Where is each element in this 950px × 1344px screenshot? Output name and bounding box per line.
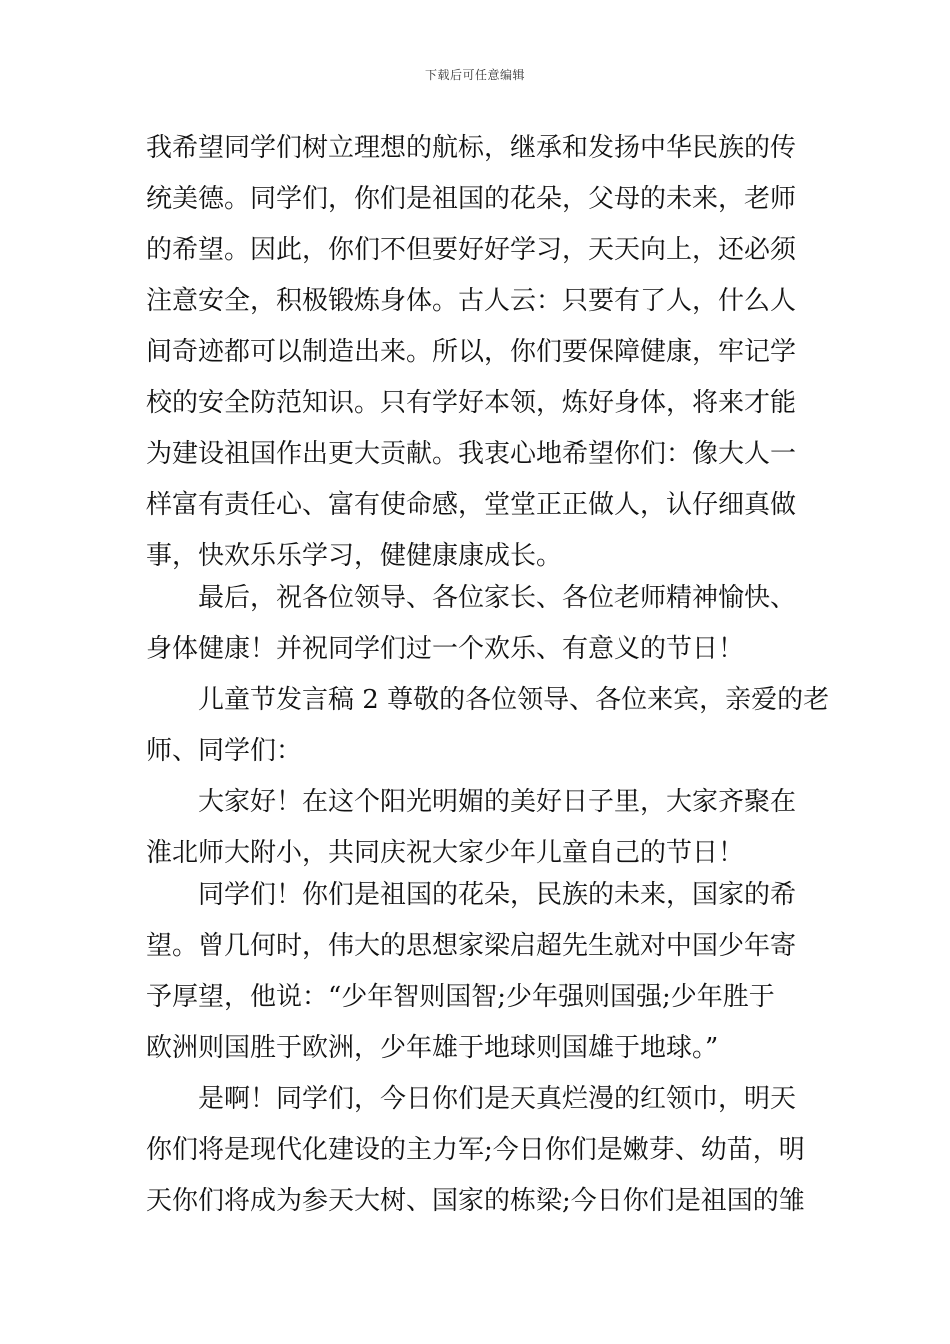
text-line: 欧洲则国胜于欧洲，少年雄于地球则国雄于地球。” xyxy=(146,1033,719,1063)
text-line: 事，快欢乐乐学习，健健康康成长。 xyxy=(146,541,563,571)
text-line: 是啊！同学们，今日你们是天真烂漫的红领巾，明天 xyxy=(198,1084,797,1114)
text-line: 校的安全防范知识。只有学好本领，炼好身体，将来才能 xyxy=(146,388,797,418)
text-line: 同学们！你们是祖国的花朵，民族的未来，国家的希 xyxy=(198,880,797,910)
text-line: 大家好！在这个阳光明媚的美好日子里，大家齐聚在 xyxy=(198,787,797,817)
text-line: 淮北师大附小，共同庆祝大家少年儿童自己的节日！ xyxy=(146,838,745,868)
text-line: 注意安全，积极锻炼身体。古人云：只要有了人，什么人 xyxy=(146,286,797,316)
text-line: 最后，祝各位领导、各位家长、各位老师精神愉快、 xyxy=(198,583,797,613)
text-line: 的希望。因此，你们不但要好好学习，天天向上，还必须 xyxy=(146,235,797,265)
text-line: 统美德。同学们，你们是祖国的花朵，父母的未来，老师 xyxy=(146,184,797,214)
text-line: 天你们将成为参天大树、国家的栋梁;今日你们是祖国的雏 xyxy=(146,1186,805,1216)
text-line: 为建设祖国作出更大贡献。我衷心地希望你们：像大人一 xyxy=(146,439,797,469)
text-line: 师、同学们： xyxy=(146,736,303,766)
text-line: 望。曾几何时，伟大的思想家梁启超先生就对中国少年寄 xyxy=(146,931,797,961)
text-line: 样富有责任心、富有使命感，堂堂正正做人，认仔细真做 xyxy=(146,490,797,520)
text-line: 我希望同学们树立理想的航标，继承和发扬中华民族的传 xyxy=(146,133,797,163)
text-line: 你们将是现代化建设的主力军;今日你们是嫩芽、幼苗，明 xyxy=(146,1135,805,1165)
page-header: 下载后可任意编辑 xyxy=(424,68,525,82)
text-line: 间奇迹都可以制造出来。所以，你们要保障健康，牢记学 xyxy=(146,337,797,367)
text-line: 身体健康！并祝同学们过一个欢乐、有意义的节日！ xyxy=(146,634,745,664)
text-line: 予厚望，他说：“少年智则国智;少年强则国强;少年胜于 xyxy=(146,982,775,1012)
text-line: 儿童节发言稿 2 尊敬的各位领导、各位来宾，亲爱的老 xyxy=(198,685,830,715)
